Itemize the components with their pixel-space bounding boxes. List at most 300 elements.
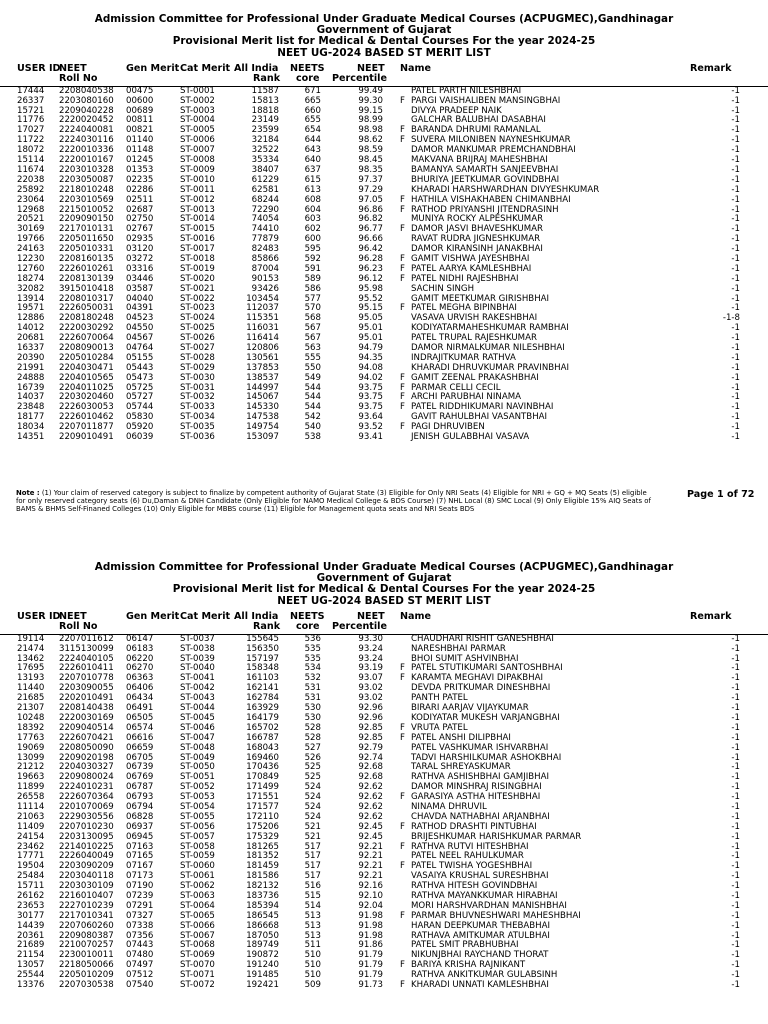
gen-merit: 05727 bbox=[126, 392, 154, 403]
roll-no: 2203050087 bbox=[59, 174, 114, 185]
remark: -1 bbox=[731, 930, 740, 941]
user-id: 21307 bbox=[17, 703, 45, 714]
roll-no: 2226040049 bbox=[59, 851, 114, 862]
remark: -1 bbox=[731, 283, 740, 294]
col-roll-no: Roll No bbox=[59, 72, 98, 84]
all-india-rank: 183736 bbox=[246, 890, 279, 901]
neet-score: 586 bbox=[304, 283, 321, 294]
neet-score: 538 bbox=[304, 431, 321, 442]
candidate-name: PATEL PARTH NILESHBHAI bbox=[411, 85, 522, 96]
candidate-name: GAVIT RAHULBHAI VASANTBHAI bbox=[411, 412, 548, 423]
table-row bbox=[0, 744, 768, 754]
col-remark: Remark bbox=[690, 62, 732, 74]
remark: -1 bbox=[731, 293, 740, 304]
all-india-rank: 170849 bbox=[246, 772, 279, 783]
cat-merit: ST-0051 bbox=[180, 772, 215, 783]
neet-percentile: 91.98 bbox=[358, 910, 383, 921]
candidate-name: MAKVANA BRIJRAJ MAHESHBHAI bbox=[411, 155, 548, 166]
neet-percentile: 92.96 bbox=[358, 712, 383, 723]
cat-merit: ST-0063 bbox=[180, 890, 215, 901]
user-id: 13057 bbox=[17, 960, 45, 971]
gender-flag: F bbox=[400, 303, 405, 314]
cat-merit: ST-0015 bbox=[180, 224, 215, 235]
candidate-name: SUVERA MILONIBEN NAYNESHKUMAR bbox=[411, 135, 571, 146]
all-india-rank: 18818 bbox=[251, 105, 279, 116]
all-india-rank: 161103 bbox=[246, 673, 279, 684]
all-india-rank: 162141 bbox=[246, 683, 279, 694]
gen-merit: 02750 bbox=[126, 214, 154, 225]
table-row bbox=[0, 97, 768, 107]
neet-score: 654 bbox=[304, 125, 321, 136]
gen-merit: 02687 bbox=[126, 204, 154, 215]
all-india-rank: 181265 bbox=[246, 841, 279, 852]
neet-score: 530 bbox=[304, 703, 321, 714]
roll-no: 3115130099 bbox=[59, 643, 114, 654]
gen-merit: 06574 bbox=[126, 722, 154, 733]
col-neets: NEETS bbox=[290, 62, 325, 74]
neet-score: 615 bbox=[304, 174, 321, 185]
user-id: 15114 bbox=[17, 155, 45, 166]
user-id: 16739 bbox=[17, 382, 45, 393]
all-india-rank: 162784 bbox=[246, 693, 279, 704]
footnote: Note : (1) Your claim of reserved category is subject to finalize by competent authority of Gujarat State (3) Eligible for Only NRI Seats (4) Eligible for NRI + GQ + MQ Seats (5) eligible for only reserved category seats (6) Du,Daman & DNH Candidate (Only Eligible for NAMO Medical College & BDS Course) (7) NHL Local (8) SMC Local (9) Only Eligible 15% AIQ Seats of BAMS & BHMS Self-Finaned Colleges (10) Only Eligible for MBBS course (11) Eligible for Management quota seats and NRI Seats BDS bbox=[16, 489, 651, 514]
roll-no: 2226070064 bbox=[59, 333, 114, 344]
all-india-rank: 137853 bbox=[246, 362, 279, 373]
cat-merit: ST-0028 bbox=[180, 352, 215, 363]
remark: -1 bbox=[731, 115, 740, 126]
all-india-rank: 62581 bbox=[251, 184, 279, 195]
table-row bbox=[0, 852, 768, 862]
all-india-rank: 171499 bbox=[246, 782, 279, 793]
remark: -1 bbox=[731, 960, 740, 971]
page-header bbox=[0, 0, 768, 59]
all-india-rank: 172110 bbox=[246, 811, 279, 822]
candidate-name: PAGI DHRUVIBEN bbox=[411, 422, 485, 433]
candidate-name: PATEL TWISHA YOGESHBHAI bbox=[411, 861, 533, 872]
table-row bbox=[0, 793, 768, 803]
gen-merit: 06659 bbox=[126, 742, 154, 753]
cat-merit: ST-0021 bbox=[180, 283, 215, 294]
neet-percentile: 92.62 bbox=[358, 792, 383, 803]
remark: -1 bbox=[731, 194, 740, 205]
all-india-rank: 186545 bbox=[246, 910, 279, 921]
cat-merit: ST-0038 bbox=[180, 643, 215, 654]
roll-no: 2220010336 bbox=[59, 145, 114, 156]
all-india-rank: 168043 bbox=[246, 742, 279, 753]
user-id: 17444 bbox=[17, 85, 45, 96]
roll-no: 2208140438 bbox=[59, 703, 114, 714]
col-neet: NEET bbox=[59, 62, 87, 74]
candidate-name: MUNIYA ROCKY ALPESHKUMAR bbox=[411, 214, 544, 225]
neet-score: 524 bbox=[304, 792, 321, 803]
gen-merit: 06039 bbox=[126, 431, 154, 442]
remark: -1 bbox=[731, 244, 740, 255]
user-id: 21689 bbox=[17, 940, 45, 951]
table-row bbox=[0, 374, 768, 384]
gen-merit: 07190 bbox=[126, 881, 154, 892]
all-india-rank: 170436 bbox=[246, 762, 279, 773]
user-id: 11776 bbox=[17, 115, 45, 126]
gender-flag: F bbox=[400, 861, 405, 872]
remark: -1 bbox=[731, 683, 740, 694]
all-india-rank: 103454 bbox=[246, 293, 279, 304]
table-row bbox=[0, 664, 768, 674]
remark: -1 bbox=[731, 145, 740, 156]
all-india-rank: 116031 bbox=[246, 323, 279, 334]
gen-merit: 03316 bbox=[126, 263, 154, 274]
remark: -1 bbox=[731, 352, 740, 363]
table-row bbox=[0, 783, 768, 793]
candidate-name: RATHVA ASHISHBHAI GAMJIBHAI bbox=[411, 772, 550, 783]
cat-merit: ST-0036 bbox=[180, 431, 215, 442]
user-id: 12886 bbox=[17, 313, 45, 324]
government-line: Government of Gujarat bbox=[316, 24, 452, 37]
roll-no: 2226010462 bbox=[59, 412, 114, 423]
cat-merit: ST-0003 bbox=[180, 105, 215, 116]
roll-no: 2207010230 bbox=[59, 821, 114, 832]
gen-merit: 04523 bbox=[126, 313, 154, 324]
gen-merit: 06794 bbox=[126, 801, 154, 812]
remark: -1-8 bbox=[722, 313, 740, 324]
neet-score: 528 bbox=[304, 732, 321, 743]
table-row bbox=[0, 126, 768, 136]
remark: -1 bbox=[731, 900, 740, 911]
roll-no: 2208040538 bbox=[59, 85, 114, 96]
table-row bbox=[0, 334, 768, 344]
neet-score: 643 bbox=[304, 145, 321, 156]
cat-merit: ST-0065 bbox=[180, 910, 215, 921]
all-india-rank: 93426 bbox=[251, 283, 279, 294]
cat-merit: ST-0006 bbox=[180, 135, 215, 146]
roll-no: 2209040514 bbox=[59, 722, 114, 733]
all-india-rank: 181586 bbox=[246, 871, 279, 882]
neet-score: 525 bbox=[304, 762, 321, 773]
table-row bbox=[0, 344, 768, 354]
user-id: 24163 bbox=[17, 244, 45, 255]
table-row bbox=[0, 116, 768, 126]
remark: -1 bbox=[731, 950, 740, 961]
candidate-name: DIVYA PRADEEP NAIK bbox=[411, 105, 502, 116]
neet-score: 517 bbox=[304, 871, 321, 882]
gen-merit: 06220 bbox=[126, 653, 154, 664]
candidate-name: GAMIT ZEENAL PRAKASHBHAI bbox=[411, 372, 539, 383]
neet-percentile: 92.62 bbox=[358, 801, 383, 812]
gen-merit: 05920 bbox=[126, 422, 154, 433]
neet-score: 517 bbox=[304, 861, 321, 872]
gender-flag: F bbox=[400, 224, 405, 235]
candidate-name: HARAN DEEPKUMAR THEBABHAI bbox=[411, 920, 551, 931]
candidate-name: PATEL NIDHI RAJESHBHAI bbox=[411, 273, 519, 284]
remark: -1 bbox=[731, 323, 740, 334]
all-india-rank: 35334 bbox=[251, 155, 279, 166]
candidate-name: TADVI HARSHILKUMAR ASHOKBHAI bbox=[411, 752, 562, 763]
gen-merit: 00600 bbox=[126, 95, 154, 106]
remark: -1 bbox=[731, 204, 740, 215]
roll-no: 2205010284 bbox=[59, 352, 114, 363]
table-row bbox=[0, 803, 768, 813]
gen-merit: 00811 bbox=[126, 115, 154, 126]
neet-percentile: 92.68 bbox=[358, 772, 383, 783]
candidate-name: JENISH GULABBHAI VASAVA bbox=[411, 431, 530, 442]
table-row bbox=[0, 146, 768, 156]
neet-score: 530 bbox=[304, 712, 321, 723]
neet-score: 534 bbox=[304, 663, 321, 674]
remark: -1 bbox=[731, 263, 740, 274]
roll-no: 2226010261 bbox=[59, 263, 114, 274]
candidate-name: VRUTA PATEL bbox=[411, 722, 468, 733]
cat-merit: ST-0023 bbox=[180, 303, 215, 314]
roll-no: 2210070257 bbox=[59, 940, 114, 951]
gen-merit: 02286 bbox=[126, 184, 154, 195]
table-row bbox=[0, 107, 768, 117]
remark: -1 bbox=[731, 422, 740, 433]
gender-flag: F bbox=[400, 422, 405, 433]
neet-score: 640 bbox=[304, 155, 321, 166]
cat-merit: ST-0061 bbox=[180, 871, 215, 882]
remark: -1 bbox=[731, 633, 740, 644]
table-row bbox=[0, 694, 768, 704]
col-core: core bbox=[296, 620, 320, 632]
user-id: 10248 bbox=[17, 712, 45, 723]
roll-no: 2218010248 bbox=[59, 184, 114, 195]
gen-merit: 07512 bbox=[126, 970, 154, 981]
col-gen-merit: Gen Merit bbox=[126, 62, 180, 74]
remark: -1 bbox=[731, 673, 740, 684]
cat-merit: ST-0068 bbox=[180, 940, 215, 951]
gen-merit: 00475 bbox=[126, 85, 154, 96]
neet-percentile: 92.62 bbox=[358, 811, 383, 822]
all-india-rank: 23599 bbox=[251, 125, 279, 136]
table-row bbox=[0, 136, 768, 146]
remark: -1 bbox=[731, 85, 740, 96]
cat-merit: ST-0047 bbox=[180, 732, 215, 743]
all-india-rank: 72290 bbox=[251, 204, 279, 215]
remark: -1 bbox=[731, 693, 740, 704]
gen-merit: 03587 bbox=[126, 283, 154, 294]
cat-merit: ST-0053 bbox=[180, 792, 215, 803]
table-row bbox=[0, 645, 768, 655]
candidate-name: RATHVA MAYANKKUMAR HIRABHAI bbox=[411, 890, 558, 901]
neet-score: 521 bbox=[304, 821, 321, 832]
remark: -1 bbox=[731, 752, 740, 763]
neet-percentile: 92.04 bbox=[358, 900, 383, 911]
neet-percentile: 95.52 bbox=[358, 293, 383, 304]
cat-merit: ST-0035 bbox=[180, 422, 215, 433]
all-india-rank: 23149 bbox=[251, 115, 279, 126]
remark: -1 bbox=[731, 772, 740, 783]
gen-merit: 06434 bbox=[126, 693, 154, 704]
gen-merit: 01353 bbox=[126, 164, 154, 175]
roll-no: 2226030053 bbox=[59, 402, 114, 413]
gen-merit: 03446 bbox=[126, 273, 154, 284]
neet-percentile: 96.23 bbox=[358, 263, 383, 274]
cat-merit: ST-0064 bbox=[180, 900, 215, 911]
candidate-name: BIRARI AARJAV VIJAYKUMAR bbox=[411, 703, 529, 714]
roll-no: 2224030116 bbox=[59, 135, 114, 146]
user-id: 26337 bbox=[17, 95, 45, 106]
remark: -1 bbox=[731, 253, 740, 264]
remark: -1 bbox=[731, 95, 740, 106]
table-row bbox=[0, 255, 768, 265]
table-row bbox=[0, 763, 768, 773]
table-row bbox=[0, 186, 768, 196]
all-india-rank: 11587 bbox=[251, 85, 279, 96]
roll-no: 2209010491 bbox=[59, 431, 114, 442]
candidate-name: TARAL SHREYASKUMAR bbox=[411, 762, 511, 773]
gen-merit: 04391 bbox=[126, 303, 154, 314]
candidate-name: KHARADI HARSHWARDHAN DIVYESHKUMAR bbox=[411, 184, 600, 195]
neet-score: 595 bbox=[304, 244, 321, 255]
cat-merit: ST-0020 bbox=[180, 273, 215, 284]
all-india-rank: 144997 bbox=[246, 382, 279, 393]
remark: -1 bbox=[731, 164, 740, 175]
table-row bbox=[0, 882, 768, 892]
table-row bbox=[0, 403, 768, 413]
cat-merit: ST-0067 bbox=[180, 930, 215, 941]
cat-merit: ST-0071 bbox=[180, 970, 215, 981]
neet-score: 591 bbox=[304, 263, 321, 274]
user-id: 14439 bbox=[17, 920, 45, 931]
table-row bbox=[0, 773, 768, 783]
all-india-rank: 87004 bbox=[251, 263, 279, 274]
all-india-rank: 157197 bbox=[246, 653, 279, 664]
gen-merit: 00689 bbox=[126, 105, 154, 116]
neet-percentile: 99.49 bbox=[358, 85, 383, 96]
neet-percentile: 91.73 bbox=[358, 979, 383, 990]
cat-merit: ST-0002 bbox=[180, 95, 215, 106]
gen-merit: 06937 bbox=[126, 821, 154, 832]
candidate-name: BARIYA KRISHA RAJNIKANT bbox=[411, 960, 526, 971]
user-id: 24888 bbox=[17, 372, 45, 383]
remark: -1 bbox=[731, 841, 740, 852]
cat-merit: ST-0057 bbox=[180, 831, 215, 842]
neet-percentile: 96.28 bbox=[358, 253, 383, 264]
remark: -1 bbox=[731, 234, 740, 245]
candidate-name: PATEL MEGHA BIPINBHAI bbox=[411, 303, 517, 314]
table-row bbox=[0, 235, 768, 245]
cat-merit: ST-0066 bbox=[180, 920, 215, 931]
all-india-rank: 165702 bbox=[246, 722, 279, 733]
all-india-rank: 190872 bbox=[246, 950, 279, 961]
gen-merit: 07338 bbox=[126, 920, 154, 931]
col-core: core bbox=[296, 72, 320, 84]
gender-flag: F bbox=[400, 722, 405, 733]
all-india-rank: 191485 bbox=[246, 970, 279, 981]
user-id: 12760 bbox=[17, 263, 45, 274]
cat-merit: ST-0013 bbox=[180, 204, 215, 215]
neet-score: 660 bbox=[304, 105, 321, 116]
roll-no: 2217010341 bbox=[59, 910, 114, 921]
col-neet-p: NEET bbox=[357, 610, 385, 622]
candidate-name: SACHIN SINGH bbox=[411, 283, 475, 294]
gen-merit: 04567 bbox=[126, 333, 154, 344]
user-id: 18274 bbox=[17, 273, 45, 284]
remark: -1 bbox=[731, 970, 740, 981]
cat-merit: ST-0011 bbox=[180, 184, 215, 195]
neet-percentile: 95.15 bbox=[358, 303, 383, 314]
table-row bbox=[0, 295, 768, 305]
gender-flag: F bbox=[400, 273, 405, 284]
candidate-name: GAMIT VISHWA JAYESHBHAI bbox=[411, 253, 530, 264]
neet-percentile: 91.98 bbox=[358, 920, 383, 931]
cat-merit: ST-0016 bbox=[180, 234, 215, 245]
table-row bbox=[0, 922, 768, 932]
table-body bbox=[0, 635, 768, 991]
roll-no: 2224010231 bbox=[59, 782, 114, 793]
all-india-rank: 115351 bbox=[246, 313, 279, 324]
neet-score: 644 bbox=[304, 135, 321, 146]
table-row bbox=[0, 872, 768, 882]
page-number: Page 1 of 72 bbox=[687, 489, 755, 500]
cat-merit: ST-0044 bbox=[180, 703, 215, 714]
cat-merit: ST-0039 bbox=[180, 653, 215, 664]
table-row bbox=[0, 635, 768, 645]
all-india-rank: 175329 bbox=[246, 831, 279, 842]
neet-percentile: 98.62 bbox=[358, 135, 383, 146]
neet-percentile: 92.68 bbox=[358, 762, 383, 773]
all-india-rank: 163929 bbox=[246, 703, 279, 714]
neet-percentile: 93.02 bbox=[358, 683, 383, 694]
remark: -1 bbox=[731, 871, 740, 882]
roll-no: 2205011650 bbox=[59, 234, 114, 245]
roll-no: 2226050031 bbox=[59, 303, 114, 314]
col-neets: NEETS bbox=[290, 610, 325, 622]
gender-flag: F bbox=[400, 135, 405, 146]
neet-score: 526 bbox=[304, 752, 321, 763]
cat-merit: ST-0056 bbox=[180, 821, 215, 832]
user-id: 21154 bbox=[17, 950, 45, 961]
neet-score: 665 bbox=[304, 95, 321, 106]
neet-percentile: 93.19 bbox=[358, 663, 383, 674]
remark: -1 bbox=[731, 174, 740, 185]
cat-merit: ST-0055 bbox=[180, 811, 215, 822]
candidate-name: KODIYATAR MUKESH VARJANGBHAI bbox=[411, 712, 560, 723]
gen-merit: 07239 bbox=[126, 890, 154, 901]
roll-no: 2215010052 bbox=[59, 204, 114, 215]
table-row bbox=[0, 384, 768, 394]
roll-no: 2203020460 bbox=[59, 392, 114, 403]
table-row bbox=[0, 674, 768, 684]
roll-no: 2208010317 bbox=[59, 293, 114, 304]
neet-score: 510 bbox=[304, 950, 321, 961]
merit-list-title: Provisional Merit list for Medical & Dental Courses For the year 2024-25 bbox=[172, 35, 596, 48]
neet-percentile: 91.79 bbox=[358, 970, 383, 981]
neet-score: 592 bbox=[304, 253, 321, 264]
all-india-rank: 181352 bbox=[246, 851, 279, 862]
col-all-india: All India bbox=[234, 610, 279, 622]
candidate-name: DAMOR JASVI BHAVESHKUMAR bbox=[411, 224, 543, 235]
cat-merit: ST-0050 bbox=[180, 762, 215, 773]
user-id: 13099 bbox=[17, 752, 45, 763]
neet-score: 613 bbox=[304, 184, 321, 195]
candidate-name: PATEL AARYA KAMLESHBHAI bbox=[411, 263, 532, 274]
cat-merit: ST-0031 bbox=[180, 382, 215, 393]
table-row bbox=[0, 704, 768, 714]
neet-score: 544 bbox=[304, 402, 321, 413]
cat-merit: ST-0034 bbox=[180, 412, 215, 423]
table-row bbox=[0, 156, 768, 166]
gender-flag: F bbox=[400, 663, 405, 674]
neet-percentile: 92.85 bbox=[358, 732, 383, 743]
remark: -1 bbox=[731, 125, 740, 136]
gen-merit: 02767 bbox=[126, 224, 154, 235]
cat-merit: ST-0054 bbox=[180, 801, 215, 812]
user-id: 23462 bbox=[17, 841, 45, 852]
all-india-rank: 85866 bbox=[251, 253, 279, 264]
roll-no: 2203030109 bbox=[59, 881, 114, 892]
user-id: 21474 bbox=[17, 643, 45, 654]
user-id: 25484 bbox=[17, 871, 45, 882]
